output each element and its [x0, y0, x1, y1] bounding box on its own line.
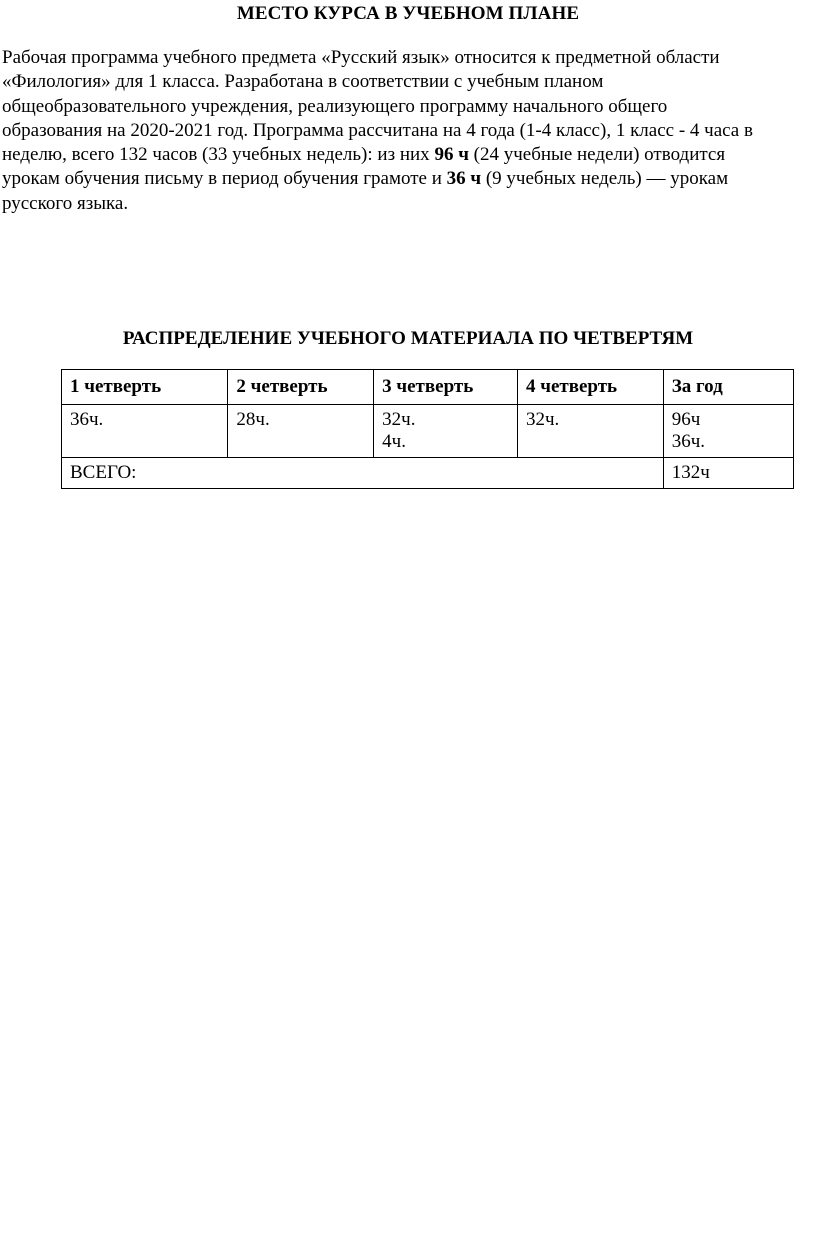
header-quarter-4: 4 четверть: [517, 370, 663, 405]
cell-quarter-2: 28ч.: [228, 405, 374, 458]
cell-line: 4ч.: [382, 431, 406, 452]
intro-paragraph: [2, 46, 814, 216]
paragraph-line: образования на 2020-2021 год. Программа рассчитана на 4 года (1-4 класс), 1 класс - 4 часа в: [2, 119, 753, 141]
header-quarter-1: 1 четверть: [62, 370, 228, 405]
table-header-row: [62, 370, 794, 405]
cell-quarter-4: 32ч.: [517, 405, 663, 458]
paragraph-line: [2, 167, 814, 191]
cell-quarter-1: 36ч.: [62, 405, 228, 458]
cell-quarter-3: [374, 405, 518, 458]
paragraph-line: [2, 143, 814, 167]
paragraph-line: общеобразовательного учреждения, реализующего программу начального общего: [2, 95, 668, 117]
total-label: ВСЕГО:: [62, 458, 664, 489]
hours-96-bold: 96 ч: [434, 144, 469, 166]
header-year: За год: [663, 370, 793, 405]
paragraph-text: неделю, всего 132 часов (33 учебных недель): из них: [2, 144, 435, 166]
header-quarter-3: 3 четверть: [374, 370, 518, 405]
total-value: 132ч: [663, 458, 793, 489]
hours-36-bold: 36 ч: [446, 168, 482, 190]
paragraph-text: урокам обучения письму в период обучения грамоте и: [2, 168, 447, 190]
header-quarter-2: 2 четверть: [228, 370, 374, 405]
paragraph-line: «Филология» для 1 класса. Разработана в соответствии с учебным планом: [2, 71, 604, 93]
cell-line: 32ч.: [382, 409, 416, 430]
paragraph-line: русского языка.: [2, 192, 129, 214]
cell-line: 36ч.: [671, 431, 706, 452]
table-total-row: [62, 458, 794, 489]
cell-line: 96ч: [671, 409, 701, 430]
paragraph-text: (9 учебных недель) — урокам: [481, 168, 729, 190]
cell-year: [663, 405, 793, 458]
paragraph-text: (24 учебные недели) отводится: [468, 144, 726, 166]
section-title: РАСПРЕДЕЛЕНИЕ УЧЕБНОГО МАТЕРИАЛА ПО ЧЕТВЕРТЯМ: [122, 328, 694, 349]
table-row: [62, 405, 794, 458]
page-title: МЕСТО КУРСА В УЧЕБНОМ ПЛАНЕ: [236, 3, 580, 24]
paragraph-line: Рабочая программа учебного предмета «Русский язык» относится к предметной области: [2, 47, 720, 68]
distribution-table: [61, 369, 794, 489]
